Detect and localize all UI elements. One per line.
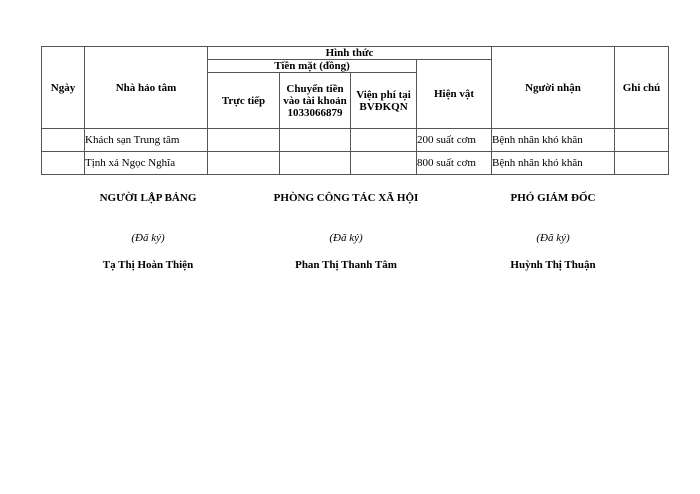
cell-ghi-chu xyxy=(615,129,669,152)
signature-title: PHÒNG CÔNG TÁC XÃ HỘI xyxy=(273,192,419,204)
cell-vien-phi xyxy=(351,129,417,152)
cell-truc-tiep xyxy=(208,152,280,175)
cell-chuyen-tien xyxy=(280,129,351,152)
cell-nha-hao-tam: Khách sạn Trung tâm xyxy=(85,129,208,152)
signature-name: Tạ Thị Hoàn Thiện xyxy=(102,259,194,271)
cell-nguoi-nhan: Bệnh nhân khó khăn xyxy=(492,152,615,175)
signature-name: Phan Thị Thanh Tâm xyxy=(295,259,397,271)
header-ghi-chu: Ghi chú xyxy=(615,47,669,129)
cell-nha-hao-tam: Tịnh xá Ngọc Nghĩa xyxy=(85,152,208,175)
header-tien-mat: Tiền mặt (đồng) xyxy=(208,60,417,73)
cell-nguoi-nhan: Bệnh nhân khó khăn xyxy=(492,129,615,152)
header-truc-tiep: Trực tiếp xyxy=(208,73,280,129)
header-hien-vat: Hiện vật xyxy=(417,60,492,129)
signature-signed: (Đã ký) xyxy=(329,232,363,244)
signature-signed: (Đã ký) xyxy=(131,232,165,244)
header-hinh-thuc: Hình thức xyxy=(208,47,492,60)
cell-ngay xyxy=(42,152,85,175)
cell-hien-vat: 800 suất cơm xyxy=(417,152,492,175)
header-nha-hao-tam: Nhà hảo tâm xyxy=(85,47,208,129)
signature-signed: (Đã ký) xyxy=(536,232,570,244)
cell-hien-vat: 200 suất cơm xyxy=(417,129,492,152)
signature-name: Huỳnh Thị Thuận xyxy=(510,259,596,271)
table-row xyxy=(42,129,669,152)
cell-truc-tiep xyxy=(208,129,280,152)
donation-table xyxy=(41,46,669,175)
cell-chuyen-tien xyxy=(280,152,351,175)
header-ngay: Ngày xyxy=(42,47,85,129)
cell-ngay xyxy=(42,129,85,152)
header-vien-phi: Viện phí tại BVĐKQN xyxy=(351,73,417,129)
cell-vien-phi xyxy=(351,152,417,175)
table-row xyxy=(42,152,669,175)
signature-title: NGƯỜI LẬP BẢNG xyxy=(99,192,197,204)
header-nguoi-nhan: Người nhận xyxy=(492,47,615,129)
cell-ghi-chu xyxy=(615,152,669,175)
signature-title: PHÓ GIÁM ĐỐC xyxy=(510,192,596,204)
header-chuyen-tien: Chuyển tiền vào tài khoản 1033066879 xyxy=(280,73,351,129)
